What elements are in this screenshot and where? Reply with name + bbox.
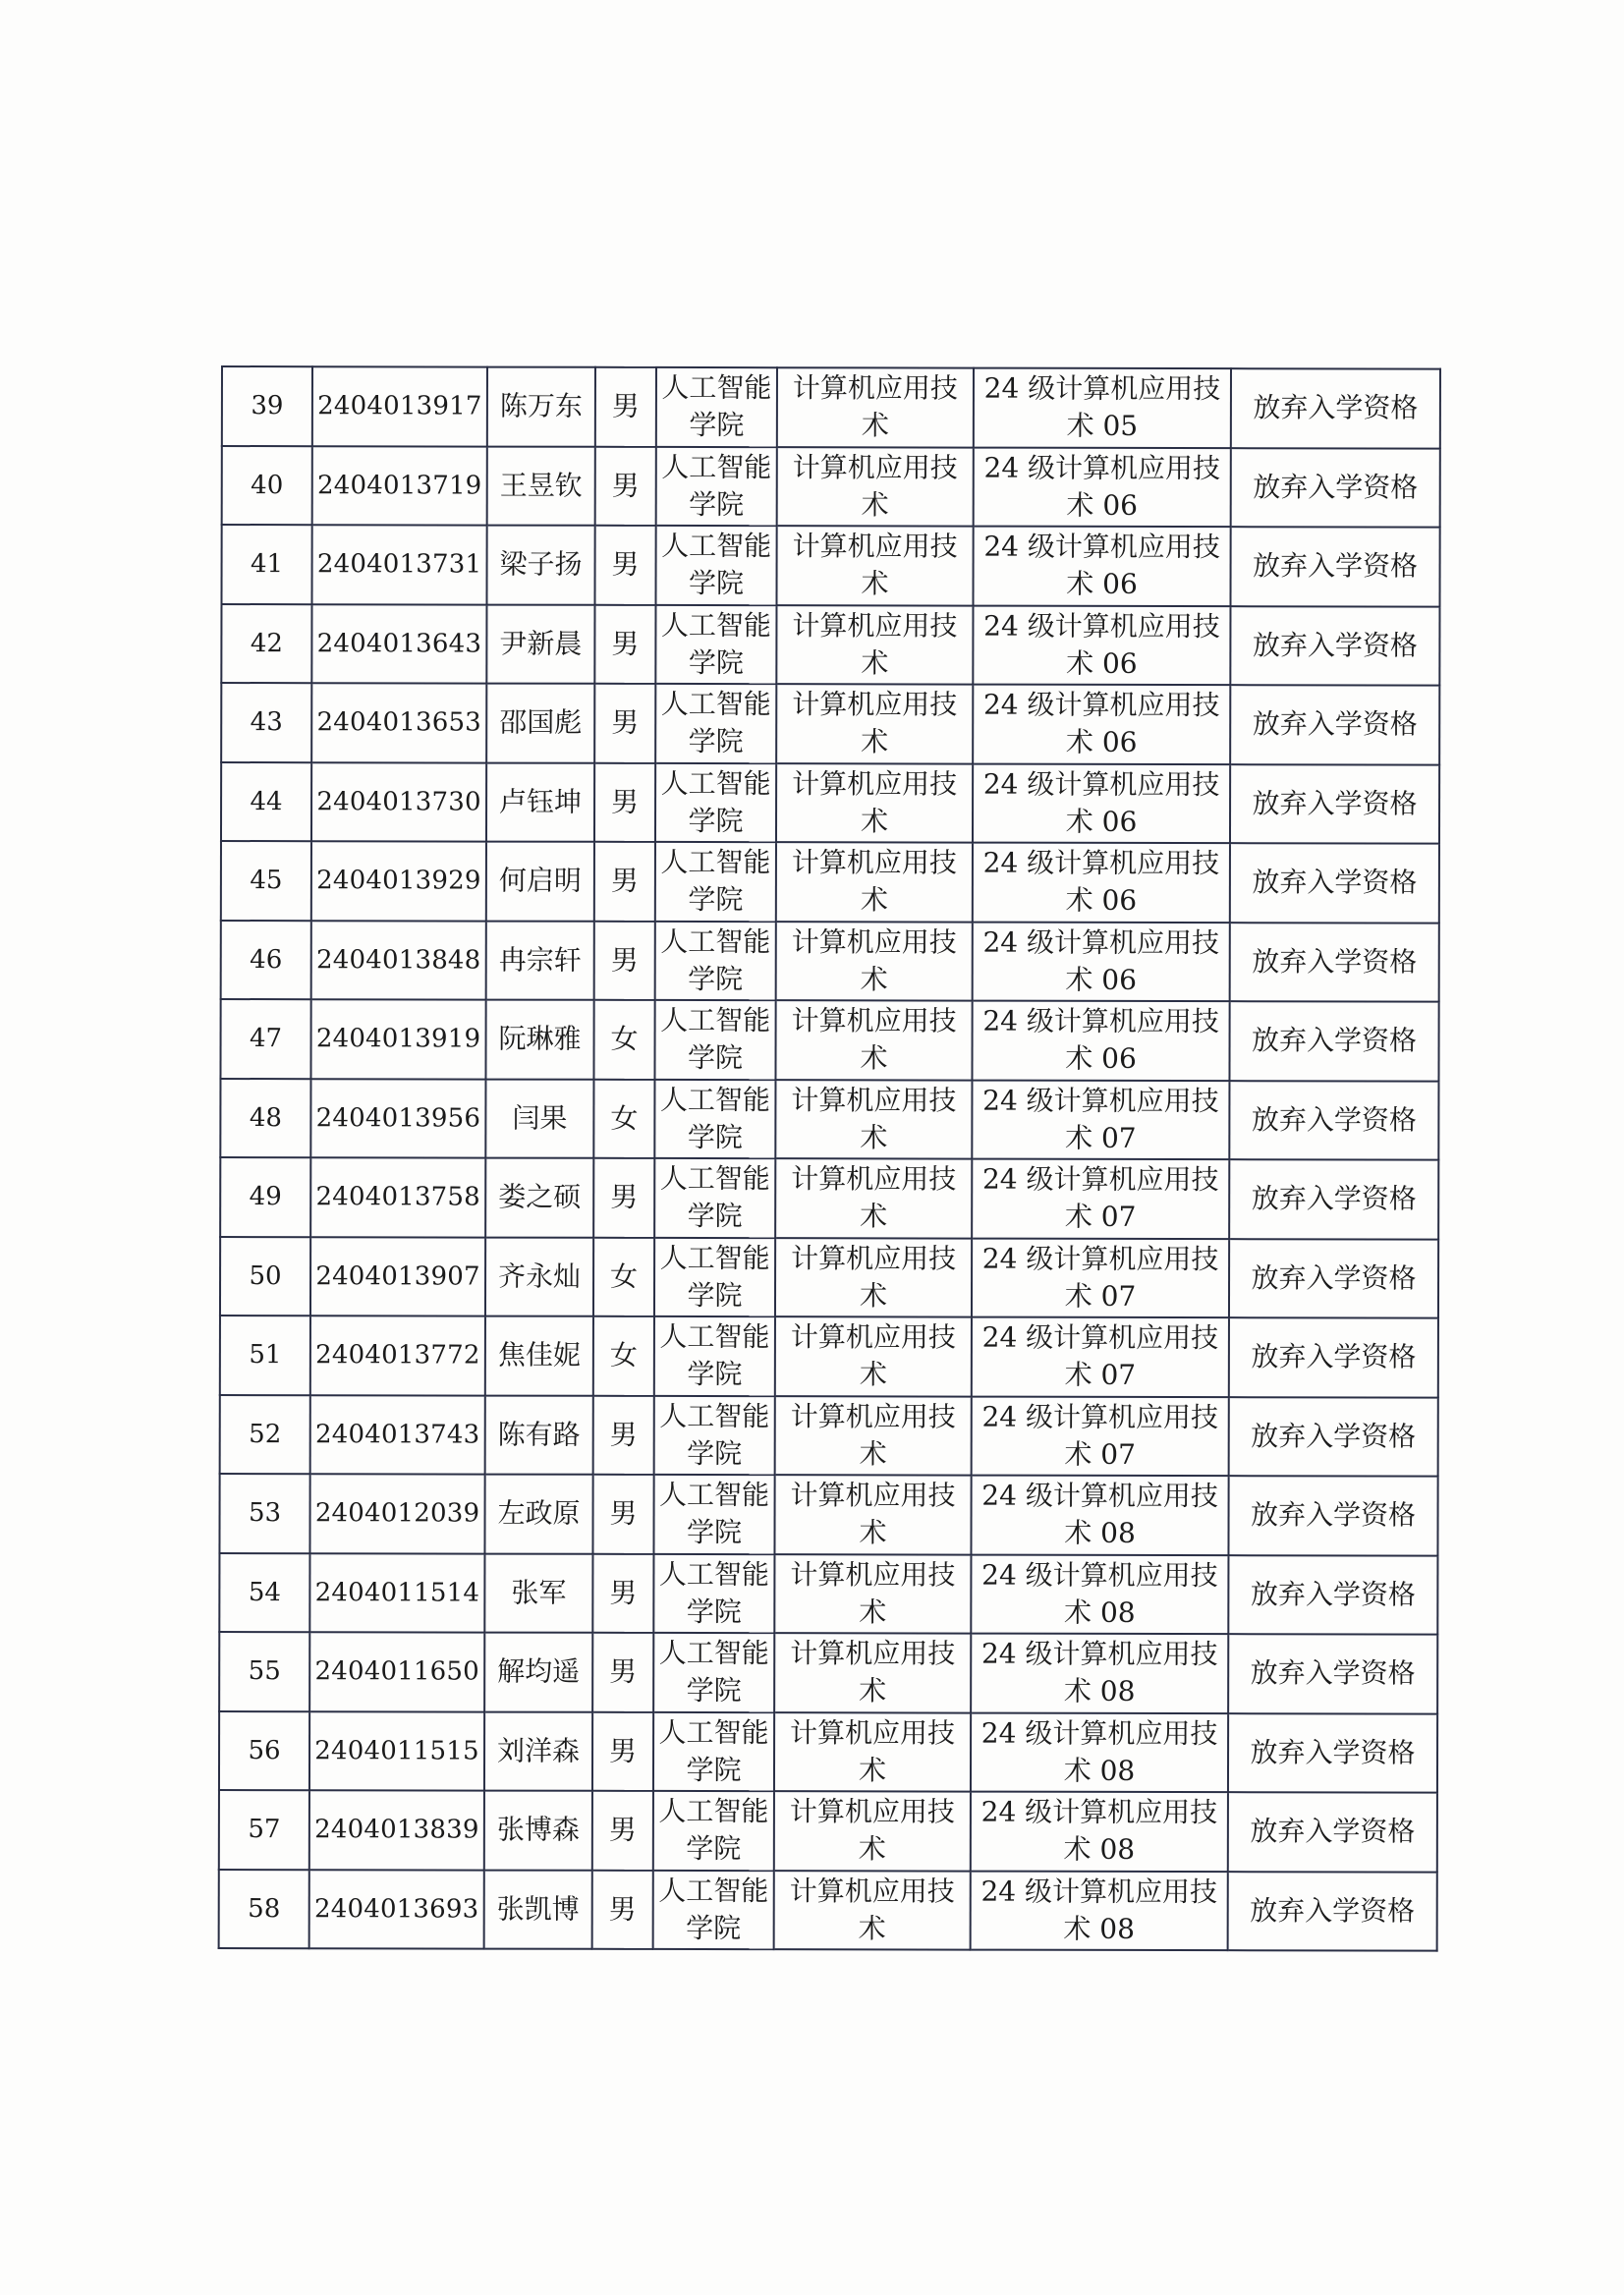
table-row xyxy=(220,1079,1438,1160)
cell-student-name: 何启明 xyxy=(486,842,594,922)
cell-student-id: 2404013719 xyxy=(312,446,487,526)
cell-college: 人工智能学院 xyxy=(654,1395,775,1475)
cell-student-name: 王昱钦 xyxy=(487,446,595,526)
cell-status: 放弃入学资格 xyxy=(1230,527,1439,606)
cell-major: 计算机应用技术 xyxy=(774,1871,971,1950)
cell-major: 计算机应用技术 xyxy=(777,447,974,527)
cell-gender: 男 xyxy=(592,1475,653,1554)
cell-major: 计算机应用技术 xyxy=(774,1712,971,1792)
cell-student-id: 2404013772 xyxy=(310,1315,485,1395)
cell-student-name: 阮琳雅 xyxy=(485,1000,593,1080)
table-row xyxy=(221,841,1439,923)
cell-gender: 女 xyxy=(593,1316,654,1396)
cell-status: 放弃入学资格 xyxy=(1228,1713,1437,1793)
cell-gender: 男 xyxy=(595,446,656,526)
cell-class: 24 级计算机应用技术 08 xyxy=(971,1554,1228,1634)
table-row xyxy=(219,1632,1437,1713)
cell-major: 计算机应用技术 xyxy=(774,1554,971,1634)
cell-number: 43 xyxy=(221,683,311,762)
cell-class: 24 级计算机应用技术 07 xyxy=(972,1159,1229,1239)
cell-class: 24 级计算机应用技术 06 xyxy=(973,843,1230,923)
cell-status: 放弃入学资格 xyxy=(1231,448,1440,528)
cell-gender: 女 xyxy=(593,1000,654,1080)
cell-student-id: 2404013839 xyxy=(309,1790,484,1870)
cell-major: 计算机应用技术 xyxy=(775,1238,972,1317)
cell-gender: 男 xyxy=(593,1395,654,1475)
cell-status: 放弃入学资格 xyxy=(1229,1317,1438,1397)
table-row xyxy=(220,1315,1438,1397)
cell-student-name: 齐永灿 xyxy=(485,1237,593,1316)
cell-major: 计算机应用技术 xyxy=(777,367,974,447)
cell-student-name: 梁子扬 xyxy=(486,526,594,605)
cell-college: 人工智能学院 xyxy=(655,526,776,605)
cell-college: 人工智能学院 xyxy=(653,1633,774,1712)
cell-status: 放弃入学资格 xyxy=(1229,1001,1438,1081)
cell-gender: 女 xyxy=(593,1079,654,1158)
cell-number: 42 xyxy=(221,604,311,684)
cell-college: 人工智能学院 xyxy=(654,1000,775,1080)
cell-college: 人工智能学院 xyxy=(654,1079,775,1158)
cell-class: 24 级计算机应用技术 06 xyxy=(973,527,1230,606)
cell-college: 人工智能学院 xyxy=(653,1475,774,1554)
cell-major: 计算机应用技术 xyxy=(774,1633,971,1712)
cell-student-id: 2404012039 xyxy=(309,1474,484,1553)
cell-number: 51 xyxy=(220,1315,310,1395)
cell-class: 24 级计算机应用技术 07 xyxy=(972,1238,1229,1317)
cell-class: 24 级计算机应用技术 07 xyxy=(972,1396,1229,1476)
cell-major: 计算机应用技术 xyxy=(775,1080,972,1159)
table-row xyxy=(219,1552,1437,1634)
cell-student-name: 刘洋森 xyxy=(484,1711,592,1791)
cell-college: 人工智能学院 xyxy=(654,1237,775,1316)
cell-major: 计算机应用技术 xyxy=(775,1316,972,1396)
cell-major: 计算机应用技术 xyxy=(776,922,973,1001)
cell-class: 24 级计算机应用技术 06 xyxy=(974,447,1231,527)
cell-status: 放弃入学资格 xyxy=(1230,923,1439,1002)
table-row xyxy=(219,1869,1437,1950)
cell-student-name: 尹新晨 xyxy=(486,604,594,684)
cell-student-name: 闫果 xyxy=(485,1079,593,1158)
cell-student-id: 2404013848 xyxy=(311,921,486,1000)
cell-student-name: 陈万东 xyxy=(487,367,595,447)
cell-status: 放弃入学资格 xyxy=(1228,1555,1437,1635)
cell-student-id: 2404013730 xyxy=(311,762,486,842)
cell-gender: 男 xyxy=(595,367,656,447)
cell-student-name: 张军 xyxy=(484,1553,592,1633)
cell-student-id: 2404011514 xyxy=(309,1553,484,1633)
cell-major: 计算机应用技术 xyxy=(774,1475,971,1554)
cell-number: 47 xyxy=(220,999,310,1079)
cell-student-id: 2404013907 xyxy=(310,1237,485,1316)
cell-major: 计算机应用技术 xyxy=(776,526,973,605)
cell-status: 放弃入学资格 xyxy=(1230,843,1439,923)
cell-student-id: 2404013929 xyxy=(311,841,486,921)
cell-status: 放弃入学资格 xyxy=(1229,1239,1438,1318)
table-row xyxy=(219,1790,1437,1872)
cell-college: 人工智能学院 xyxy=(655,842,776,922)
cell-student-name: 邵国彪 xyxy=(486,684,594,763)
cell-class: 24 级计算机应用技术 08 xyxy=(971,1476,1228,1555)
cell-college: 人工智能学院 xyxy=(656,367,777,447)
cell-number: 56 xyxy=(219,1710,309,1790)
cell-major: 计算机应用技术 xyxy=(776,842,973,922)
cell-gender: 男 xyxy=(592,1870,653,1949)
cell-number: 53 xyxy=(219,1474,309,1553)
cell-student-id: 2404013919 xyxy=(310,999,485,1079)
cell-status: 放弃入学资格 xyxy=(1230,606,1439,686)
table-row xyxy=(219,1710,1437,1792)
cell-status: 放弃入学资格 xyxy=(1228,1872,1437,1951)
table-row xyxy=(220,999,1438,1081)
cell-student-id: 2404013653 xyxy=(311,683,486,762)
cell-gender: 男 xyxy=(592,1711,653,1791)
cell-major: 计算机应用技术 xyxy=(776,763,973,843)
cell-student-id: 2404013917 xyxy=(312,366,487,446)
cell-number: 46 xyxy=(221,921,311,1000)
cell-class: 24 级计算机应用技术 06 xyxy=(972,1001,1229,1081)
cell-number: 48 xyxy=(220,1079,310,1158)
cell-number: 55 xyxy=(219,1632,309,1711)
cell-class: 24 级计算机应用技术 08 xyxy=(971,1712,1228,1792)
cell-major: 计算机应用技术 xyxy=(774,1791,971,1871)
cell-class: 24 级计算机应用技术 06 xyxy=(973,763,1230,843)
cell-number: 41 xyxy=(221,525,311,604)
table-row xyxy=(220,1157,1438,1239)
cell-student-name: 焦佳妮 xyxy=(485,1316,593,1396)
cell-student-id: 2404011515 xyxy=(309,1711,484,1791)
cell-class: 24 级计算机应用技术 08 xyxy=(971,1634,1228,1713)
cell-college: 人工智能学院 xyxy=(653,1791,774,1871)
cell-student-name: 张凯博 xyxy=(484,1870,592,1949)
cell-student-name: 张博森 xyxy=(484,1791,592,1871)
cell-class: 24 级计算机应用技术 06 xyxy=(973,922,1230,1001)
cell-number: 54 xyxy=(219,1552,309,1632)
cell-gender: 男 xyxy=(594,762,655,842)
cell-college: 人工智能学院 xyxy=(656,446,777,526)
roster-body xyxy=(219,366,1440,1951)
cell-gender: 女 xyxy=(593,1237,654,1316)
table-row xyxy=(221,762,1439,844)
table-row xyxy=(222,446,1440,528)
cell-gender: 男 xyxy=(594,921,655,1000)
cell-college: 人工智能学院 xyxy=(654,1316,775,1396)
cell-gender: 男 xyxy=(594,684,655,763)
cell-gender: 男 xyxy=(594,842,655,922)
cell-major: 计算机应用技术 xyxy=(775,1000,972,1080)
cell-number: 57 xyxy=(219,1790,309,1870)
cell-student-id: 2404013731 xyxy=(311,525,486,604)
table-row xyxy=(219,1474,1437,1555)
cell-gender: 男 xyxy=(592,1791,653,1871)
cell-class: 24 级计算机应用技术 08 xyxy=(971,1792,1228,1872)
cell-college: 人工智能学院 xyxy=(654,1158,775,1238)
cell-status: 放弃入学资格 xyxy=(1231,368,1440,448)
cell-major: 计算机应用技术 xyxy=(775,1158,972,1238)
cell-class: 24 级计算机应用技术 05 xyxy=(974,368,1231,448)
cell-number: 44 xyxy=(221,762,311,842)
cell-student-id: 2404013643 xyxy=(311,604,486,684)
student-roster-table xyxy=(218,365,1441,1952)
cell-status: 放弃入学资格 xyxy=(1228,1634,1437,1713)
cell-number: 39 xyxy=(222,366,312,446)
cell-student-name: 解均遥 xyxy=(484,1633,592,1712)
cell-college: 人工智能学院 xyxy=(655,762,776,842)
cell-student-name: 卢钰坤 xyxy=(486,762,594,842)
cell-college: 人工智能学院 xyxy=(655,604,776,684)
cell-number: 58 xyxy=(219,1869,309,1948)
cell-major: 计算机应用技术 xyxy=(775,1396,972,1476)
cell-status: 放弃入学资格 xyxy=(1229,1397,1438,1477)
cell-status: 放弃入学资格 xyxy=(1228,1792,1437,1872)
cell-student-id: 2404013693 xyxy=(309,1870,484,1949)
cell-gender: 男 xyxy=(592,1553,653,1633)
table-row xyxy=(221,604,1439,686)
cell-student-name: 娄之硕 xyxy=(485,1158,593,1238)
cell-class: 24 级计算机应用技术 07 xyxy=(972,1317,1229,1397)
cell-major: 计算机应用技术 xyxy=(776,605,973,685)
cell-number: 45 xyxy=(221,841,311,921)
cell-number: 52 xyxy=(220,1394,310,1474)
table-row xyxy=(220,1394,1438,1476)
cell-class: 24 级计算机应用技术 06 xyxy=(973,605,1230,685)
table-row xyxy=(221,683,1439,764)
cell-status: 放弃入学资格 xyxy=(1230,764,1439,844)
cell-number: 49 xyxy=(220,1157,310,1237)
table-row xyxy=(221,525,1439,606)
cell-status: 放弃入学资格 xyxy=(1228,1476,1437,1555)
cell-student-name: 陈有路 xyxy=(485,1395,593,1475)
cell-status: 放弃入学资格 xyxy=(1229,1081,1438,1160)
cell-student-id: 2404013956 xyxy=(310,1079,485,1158)
cell-student-name: 冉宗轩 xyxy=(486,921,594,1000)
cell-major: 计算机应用技术 xyxy=(776,684,973,763)
cell-gender: 男 xyxy=(592,1633,653,1712)
table-row xyxy=(220,1237,1438,1318)
cell-number: 40 xyxy=(222,446,312,526)
cell-class: 24 级计算机应用技术 08 xyxy=(971,1871,1228,1950)
cell-status: 放弃入学资格 xyxy=(1229,1159,1438,1239)
cell-college: 人工智能学院 xyxy=(655,921,776,1000)
table-row xyxy=(221,921,1439,1002)
cell-student-name: 左政原 xyxy=(484,1475,592,1554)
cell-student-id: 2404011650 xyxy=(309,1632,484,1711)
cell-college: 人工智能学院 xyxy=(653,1870,774,1949)
cell-college: 人工智能学院 xyxy=(653,1553,774,1633)
cell-class: 24 级计算机应用技术 06 xyxy=(973,685,1230,764)
cell-number: 50 xyxy=(220,1237,310,1316)
cell-gender: 男 xyxy=(593,1158,654,1238)
table-row xyxy=(222,366,1440,448)
cell-college: 人工智能学院 xyxy=(655,684,776,763)
cell-class: 24 级计算机应用技术 07 xyxy=(972,1080,1229,1159)
cell-gender: 男 xyxy=(594,526,655,605)
cell-status: 放弃入学资格 xyxy=(1230,685,1439,764)
cell-gender: 男 xyxy=(594,604,655,684)
cell-college: 人工智能学院 xyxy=(653,1711,774,1791)
cell-student-id: 2404013743 xyxy=(310,1395,485,1475)
cell-student-id: 2404013758 xyxy=(310,1157,485,1237)
